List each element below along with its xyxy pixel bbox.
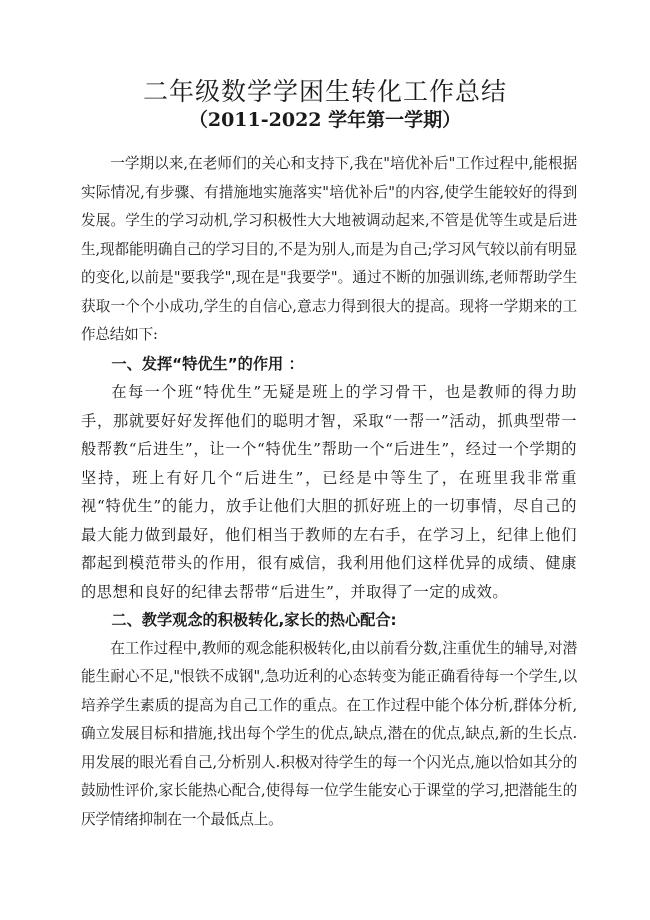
section-paragraph-1: 在每一个班“特优生”无疑是班上的学习骨干，也是教师的得力助手，那就要好好发挥他们的聪明才智，采取“一帮一”活动，抓典型带一般帮教“后进生”，让一个“特优生”帮助一个“后进生”，经过一个学期的坚持，班上有好几个“后进生”，已经是中等生了，在班里我非常重视“特优生”的能力，放手让他们大胆的抓好班上的一切事情，尽自己的最大能力做到最好，他们相当于教师的左右手，在学习上，纪律上他们都起到模范带头的作用，很有威信，我利用他们这样优异的成绩、健康的思想和良好的纪律去帮带“后进生”，并取得了一定的成效。 (81, 383, 577, 601)
section-heading-1: 一、发挥“特优生”的作用 ： (111, 354, 304, 373)
page-title: 二年级数学学困生转化工作总结 (142, 77, 507, 106)
intro-paragraph: 一学期以来,在老师们的关心和支持下,我在"培优补后"工作过程中,能根据实际情况,有步骤、有措施地实施落实"培优补后"的内容,使学生能较好的得到发展。学生的学习动机,学习积极性大大地被调动起来,不管是优等生或是后进生,现都能明确自己的学习目的,不是为别人,而是为自己;学习风气较以前有明显的变化,以前是"要我学",现在是"我要学"。通过不断的加强训练,老师帮助学生获取一个个小成功,学生的自信心,意志力得到很大的提高。现将一学期来的工作总结如下: (81, 155, 577, 343)
page-subtitle: （2011-2022 学年第一学期） (188, 109, 462, 131)
section-heading-2: 二、教学观念的积极转化,家长的热心配合: (111, 611, 397, 629)
section-paragraph-2: 在工作过程中,教师的观念能积极转化,由以前看分数,注重优生的辅导,对潜能生耐心不足,"恨铁不成钢",急功近利的心态转变为能正确看待每一个学生,以培养学生素质的提高为自己工作的重点。在工作过程中能个体分析,群体分析,确立发展目标和措施,找出每个学生的优点,缺点,潜在的优点,缺点,新的生长点.用发展的眼光看自己,分析别人.积极对待学生的每一个闪光点,施以恰如其分的鼓励性评价,家长能热心配合,使得每一位学生能安心于课堂的学习,把潜能生的厌学情绪抑制在一个最低点上。 (81, 639, 577, 828)
document-body (81, 144, 577, 834)
